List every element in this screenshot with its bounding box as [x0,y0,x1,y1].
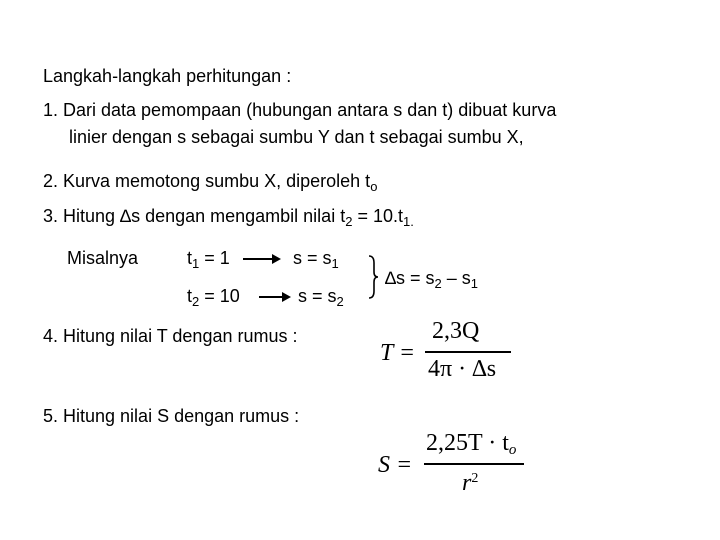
step3-prefix: 3. Hitung [43,206,121,226]
formula-S-numerator [426,430,516,457]
delta-symbol: ∆ [385,268,397,288]
s-eq: s = s [293,248,332,268]
formula-S-lhs: S = [378,452,413,478]
delta-symbol: ∆ [120,206,132,226]
example-label: Misalnya [67,248,139,268]
example-row1-s [293,248,339,271]
formula-T-lhs: T = [380,340,416,366]
formula-S-denominator [462,470,478,497]
t-symbol: t [187,248,193,268]
step5: 5. Hitung nilai S dengan rumus : [43,406,300,426]
step3 [43,206,414,229]
formula-S-denominator-sup: 2 [471,471,479,486]
result-sub1: 1 [470,276,479,291]
formula-S-numerator-text: 2,25T · t [426,430,509,456]
delta-s-result [385,268,479,291]
t-eq: = 1 [199,248,230,268]
s-sub: 1 [331,256,339,271]
step2-text: 2. Kurva memotong sumbu X, diperoleh t [43,171,371,191]
result-minus: – s [441,268,471,288]
step1-line1: 1. Dari data pemompaan (hubungan antara s dan t) dibuat kurva [43,100,557,120]
formula-T-denominator: 4π · ∆s [428,356,497,382]
example-row2-t [187,286,240,309]
result-sub2: 2 [434,276,442,291]
result-text: s = s [396,268,435,288]
right-brace [368,255,378,299]
s-sub: 2 [336,294,344,309]
formula-S [378,430,538,500]
step4: 4. Hitung nilai T dengan rumus : [43,326,298,346]
step3-sub1: 1. [402,214,414,229]
t-eq: = 10 [199,286,240,306]
step3-sub2: 2 [345,214,353,229]
step3-mid: s dengan mengambil nilai t [131,206,346,226]
formula-T [380,318,520,388]
t-symbol: t [187,286,193,306]
s-eq: s = s [298,286,337,306]
step3-eq: = 10.t [352,206,403,226]
heading: Langkah-langkah perhitungan : [43,66,292,86]
formula-S-denominator-text: r [462,470,472,496]
formula-T-numerator: 2,3Q [432,318,480,344]
step1-line2: linier dengan s sebagai sumbu Y dan t sebagai sumbu X, [69,127,524,147]
example-row1-t [187,248,230,271]
example-row2-s [298,286,344,309]
t-sub: 2 [192,294,200,309]
formula-S-numerator-sub: o [508,442,517,458]
fraction-bar [424,463,524,465]
fraction-bar [425,351,511,353]
step2 [43,171,378,194]
step2-sub: o [370,179,378,194]
t-sub: 1 [192,256,200,271]
arrow-row1 [243,258,279,260]
arrow-row2 [259,296,289,298]
